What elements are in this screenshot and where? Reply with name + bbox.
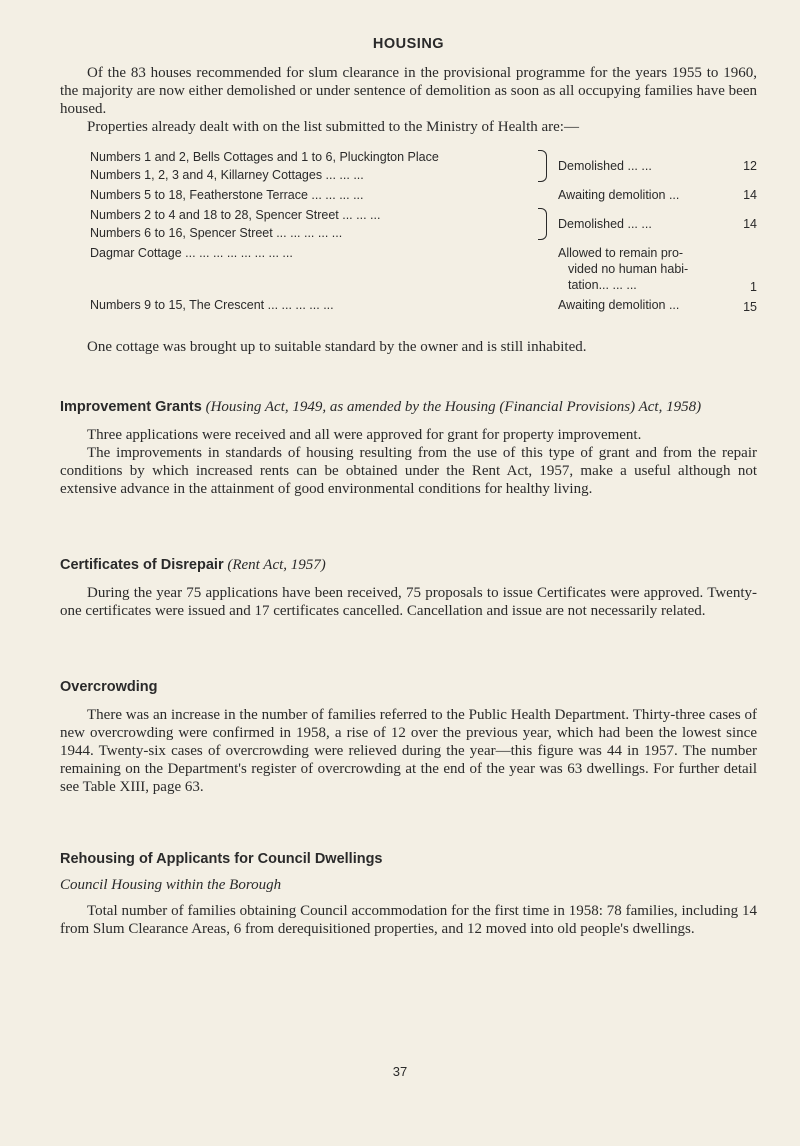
overcrowding-heading-title: Overcrowding xyxy=(60,679,158,695)
improvement-heading-ref: (Housing Act, 1949, as amended by the Housing (Financial Provisions) Act, 1958) xyxy=(205,399,702,415)
properties-intro: Properties already dealt with on the list submitted to the Ministry of Health are:— xyxy=(87,119,579,135)
document-page xyxy=(60,36,757,938)
property-count: 1 xyxy=(750,280,757,294)
property-count: 12 xyxy=(743,159,757,173)
property-count: 14 xyxy=(743,188,757,202)
improvement-paragraph-1: Three applications were received and all were approved for grant for property improvement. xyxy=(87,427,642,443)
property-item: Numbers 6 to 16, Spencer Street ... ... ... ... ... xyxy=(90,226,343,240)
property-status: Demolished ... ... xyxy=(558,159,652,173)
property-item: Numbers 1, 2, 3 and 4, Killarney Cottages ... ... ... xyxy=(90,168,364,182)
disrepair-heading-ref: (Rent Act, 1957) xyxy=(227,557,326,573)
intro-paragraph: Of the 83 houses recommended for slum clearance in the provisional programme for the years 1955 to 1960, the majority are now either demolished or under sentence of demolition as soon as all occupying families have been housed. xyxy=(60,65,757,117)
property-item: Numbers 1 and 2, Bells Cottages and 1 to 6, Pluckington Place xyxy=(90,150,439,164)
property-item: Dagmar Cottage ... ... ... ... ... ... ... ... xyxy=(90,246,293,260)
overcrowding-paragraph: There was an increase in the number of families referred to the Public Health Department. Thirty-three cases of new overcrowding were confirmed in 1958, a rise of 12 over the previous year, which had been the lowest since 1944. Twenty-six cases of overcrowding were relieved during the year—this figure was 44 in 1957. The number remaining on the Department's register of overcrowding at the end of the year was 63 dwellings. For further detail see Table XIII, page 63. xyxy=(60,707,757,795)
property-status: Demolished ... ... xyxy=(558,217,652,231)
rehousing-paragraph: Total number of families obtaining Council accommodation for the first time in 1958: 78 families, including 14 from Slum Clearance Areas, 6 from derequisitioned properties, and 12 moved into old people's dwellings. xyxy=(60,903,757,937)
group-brace xyxy=(538,150,547,182)
improvement-heading-title: Improvement Grants xyxy=(60,399,202,415)
page-title: HOUSING xyxy=(372,36,445,52)
property-status: Awaiting demolition ... xyxy=(558,188,680,202)
property-count: 14 xyxy=(743,217,757,231)
property-status: Awaiting demolition ... xyxy=(558,298,680,312)
improvement-heading xyxy=(60,398,757,416)
property-count: 15 xyxy=(743,300,757,314)
disrepair-paragraph: During the year 75 applications have been received, 75 proposals to issue Certificates were approved. Twenty-one certificates were issued and 17 certificates cancelled. Cancellation and issue are not necessarily related. xyxy=(60,585,757,619)
property-status-line: vided no human habi- xyxy=(568,262,689,276)
disrepair-heading-title: Certificates of Disrepair xyxy=(60,557,224,573)
page-number: 37 xyxy=(392,1064,408,1079)
properties-list xyxy=(60,146,757,326)
improvement-paragraph-2: The improvements in standards of housing resulting from the use of this type of grant and from the repair conditions by which increased rents can be obtained under the Rent Act, 1957, make a useful although not extensive advance in the attainment of good environmental conditions for healthy living. xyxy=(60,445,757,497)
disrepair-heading xyxy=(60,556,757,574)
property-item: Numbers 9 to 15, The Crescent ... ... ... ... ... xyxy=(90,298,334,312)
rehousing-heading xyxy=(60,850,757,868)
rehousing-heading-title: Rehousing of Applicants for Council Dwellings xyxy=(60,851,383,867)
group-brace xyxy=(538,208,547,240)
overcrowding-heading xyxy=(60,678,757,696)
property-item: Numbers 5 to 18, Featherstone Terrace ... ... ... ... xyxy=(90,188,364,202)
cottage-note: One cottage was brought up to suitable standard by the owner and is still inhabited. xyxy=(87,339,587,355)
property-status-line: Allowed to remain pro- xyxy=(558,246,684,260)
property-status-line: tation... ... ... xyxy=(568,278,637,292)
rehousing-subheading: Council Housing within the Borough xyxy=(60,877,282,893)
property-item: Numbers 2 to 4 and 18 to 28, Spencer Street ... ... ... xyxy=(90,208,381,222)
